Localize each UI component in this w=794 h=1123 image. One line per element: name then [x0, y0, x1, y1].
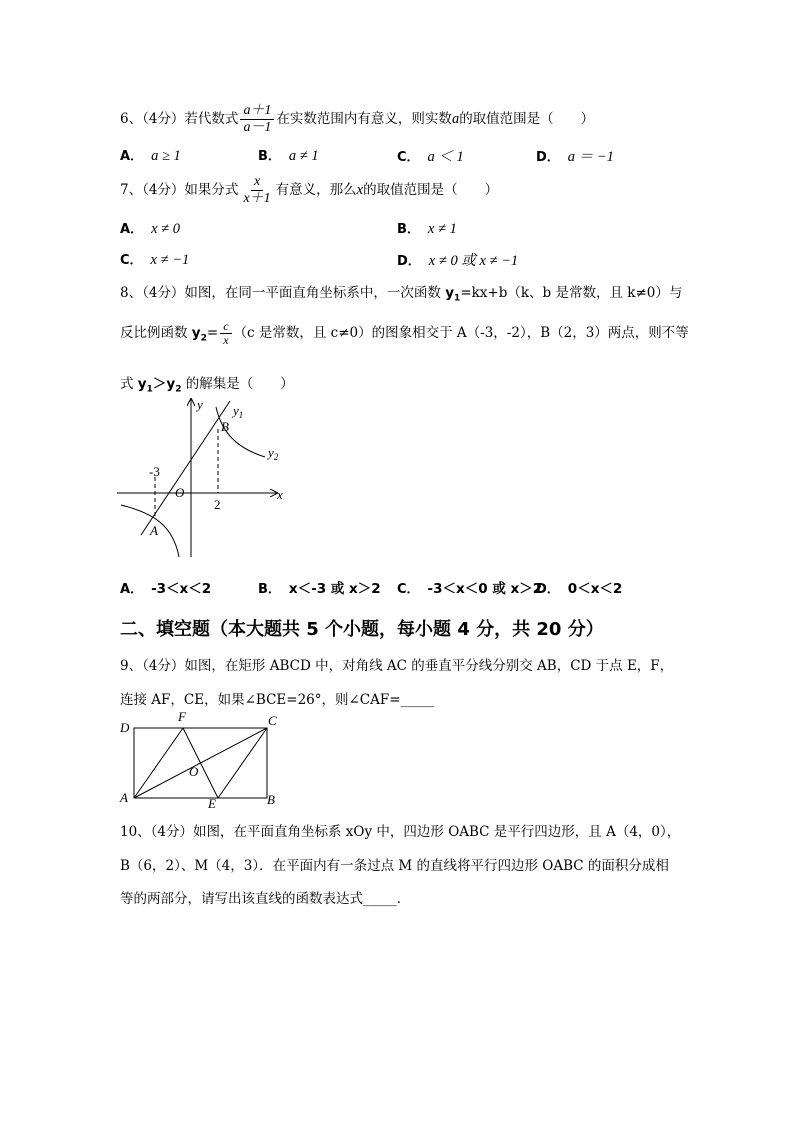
- q8-line3-a: 式: [120, 376, 138, 392]
- q8-frac-num: c: [220, 320, 231, 334]
- q8-y2-label: $y_2$: [268, 445, 279, 462]
- q8-line2-b: （c 是常数，且 c≠0）的图象相交于 A（-3，-2），B（2，3）两点，则不等: [233, 325, 689, 341]
- q7-option-a-text: x ≠ 0: [151, 221, 180, 237]
- q8-option-b-text: x＜-3 或 x＞2: [288, 581, 381, 597]
- q6-option-a-text: a ≥ 1: [151, 148, 181, 164]
- q8-x-label: x: [277, 487, 283, 502]
- q9-segment-ce: [218, 728, 267, 798]
- q7-frac-num: x: [251, 174, 263, 191]
- q7-stem: [120, 174, 498, 207]
- q7-option-b-text: x ≠ 1: [427, 221, 457, 237]
- q8-y1-label: $y_1$: [233, 403, 244, 420]
- q6-option-d-key: D．: [536, 150, 560, 165]
- q7-option-a[interactable]: [120, 218, 180, 238]
- q7-option-a-key: A．: [120, 222, 144, 237]
- q10-line2: B（6，2）、M（4，3）．在平面内有一条过点 M 的直线将平行四边形 OABC 的面积分成相: [120, 858, 669, 874]
- q6-option-c-text: a ＜ 1: [427, 149, 464, 165]
- q8-graph: [115, 395, 295, 565]
- q7-var: x: [356, 182, 364, 198]
- q9-label-d: D: [120, 720, 130, 735]
- q8-option-c[interactable]: [397, 577, 542, 597]
- q8-ineq-gt: ＞: [152, 376, 167, 392]
- q7-suffix: 的取值范围是（ ）: [363, 182, 499, 198]
- q6-option-a-key: A．: [120, 149, 144, 164]
- q8-option-d-key: D．: [536, 582, 560, 597]
- q6-var: a: [451, 111, 460, 127]
- q9-label-o: O: [189, 764, 199, 779]
- q6-option-c-key: C．: [397, 150, 420, 165]
- q9-rectangle-figure: [116, 708, 286, 808]
- q8-line2-a: 反比例函数: [120, 325, 192, 341]
- q6-option-d[interactable]: [536, 145, 614, 166]
- q10-line1: 10、（4分）如图，在平面直角坐标系 xOy 中，四边形 OABC 是平行四边形，且 A（4，0），: [120, 824, 681, 840]
- q8-option-b-key: B．: [258, 582, 281, 597]
- q8-option-d[interactable]: [536, 577, 622, 597]
- q8-ineq-s2: 2: [175, 384, 182, 395]
- q6-fraction: [240, 103, 274, 136]
- q9-segment-fe: [183, 728, 218, 798]
- q9-line2: 连接 AF，CE，如果∠BCE=26°，则∠CAF=_____: [120, 692, 435, 708]
- q8-y2-sub: 2: [200, 333, 207, 344]
- q8-line2: [120, 320, 689, 347]
- q8-option-a-key: A．: [120, 582, 144, 597]
- q8-option-c-key: C．: [397, 582, 420, 597]
- q8-fraction: [220, 320, 231, 347]
- q9-label-a: A: [120, 790, 128, 805]
- q8-ineq-y2: y: [166, 376, 176, 392]
- q6-prefix: 6、（4分）若代数式: [120, 111, 239, 127]
- q8-line2-eq: =: [206, 325, 219, 341]
- q10-line3: 等的两部分，请写出该直线的函数表达式_____．: [120, 891, 411, 907]
- q8-tick-neg3: -3: [149, 464, 160, 479]
- q8-inequality: [137, 376, 182, 395]
- q7-option-d-key: D．: [397, 254, 421, 269]
- q8-point-a: A: [150, 523, 158, 538]
- q8-option-b[interactable]: [258, 577, 381, 597]
- q8-y2-letter: y: [191, 325, 201, 341]
- q6-suffix: 的取值范围是（ ）: [459, 111, 595, 127]
- q7-option-b[interactable]: [397, 218, 457, 238]
- q6-frac-num: a＋1: [240, 103, 274, 120]
- q8-point-b: B: [221, 419, 229, 434]
- q8-option-d-text: 0＜x＜2: [567, 581, 623, 597]
- q8-line1-b: =kx+b（k、b 是常数，且 k≠0）与: [460, 285, 683, 301]
- q7-prefix: 7、（4分）如果分式: [120, 182, 239, 198]
- q8-option-a[interactable]: [120, 577, 211, 597]
- q6-option-b-key: B．: [258, 149, 281, 164]
- q7-mid: 有意义，那么: [275, 182, 357, 198]
- q7-option-c-text: x ≠ −1: [150, 252, 190, 268]
- q7-frac-den: x＋1: [243, 191, 271, 206]
- q8-ineq-y1: y: [137, 376, 147, 392]
- q9-label-c: C: [268, 713, 277, 728]
- q6-frac-den: a－1: [243, 120, 272, 135]
- q6-option-b-text: a ≠ 1: [288, 148, 319, 164]
- q6-option-a[interactable]: [120, 145, 181, 165]
- q8-ineq-s1: 1: [146, 384, 153, 395]
- q9-line1: 9、（4分）如图，在矩形 ABCD 中，对角线 AC 的垂直平分线分别交 AB，CD 于点 E，F，: [120, 658, 674, 674]
- q9-label-f: F: [178, 709, 186, 724]
- q6-mid: 在实数范围内有意义，则实数: [276, 111, 452, 127]
- q7-option-b-key: B．: [397, 222, 420, 237]
- q8-line1: [120, 281, 682, 304]
- q8-line3: [120, 372, 294, 395]
- q8-line3-b: 的解集是（ ）: [181, 376, 294, 392]
- q7-fraction: [240, 174, 273, 207]
- q9-label-e: E: [208, 796, 216, 808]
- q7-option-d[interactable]: [397, 249, 518, 270]
- q6-stem: [120, 103, 594, 136]
- q8-tick-2: 2: [214, 497, 221, 512]
- q8-y1-sub: 1: [454, 293, 461, 304]
- q9-label-b: B: [267, 792, 275, 807]
- section-2-title: 二、填空题（本大题共 5 个小题，每小题 4 分，共 20 分）: [120, 619, 604, 640]
- q8-func-y2: [191, 325, 207, 344]
- q8-option-a-text: -3＜x＜2: [151, 581, 212, 597]
- q8-line1-a: 8、（4分）如图，在同一平面直角坐标系中，一次函数: [120, 285, 446, 301]
- q7-option-c[interactable]: [120, 249, 189, 269]
- q6-option-b[interactable]: [258, 145, 319, 165]
- q6-option-d-text: a ＝ −1: [567, 149, 614, 165]
- q9-segment-af: [134, 728, 183, 798]
- q7-option-c-key: C．: [120, 253, 143, 268]
- q8-origin-label: O: [175, 485, 185, 500]
- q8-option-c-text: -3＜x＜0 或 x＞2: [427, 581, 543, 597]
- q8-y-label: y: [197, 397, 203, 412]
- q8-y1-letter: y: [445, 285, 455, 301]
- q6-option-c[interactable]: [397, 145, 464, 166]
- q8-frac-den: x: [223, 333, 229, 347]
- q7-option-d-text: x ≠ 0 或 x ≠ −1: [428, 253, 519, 269]
- q8-func-y1: [445, 285, 461, 304]
